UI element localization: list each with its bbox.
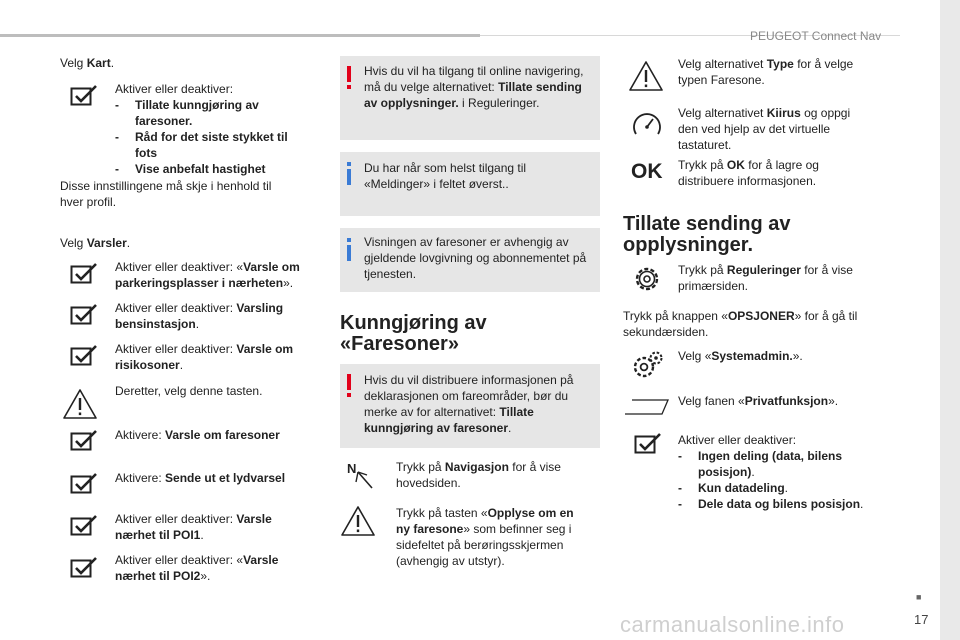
- row-bold: Varsle om parkeringsplasser i nærheten: [115, 260, 300, 290]
- kart-intro: Aktiver eller deaktiver:: [115, 82, 234, 96]
- r2-pre: Velg alternativet: [678, 106, 767, 120]
- kart-item-3-label: Vise anbefalt hastighet: [135, 162, 266, 176]
- r1-bold: Type: [766, 57, 794, 71]
- varsler-row-7: [115, 511, 295, 543]
- r5-pre: Velg «: [678, 349, 712, 363]
- row-post: ».: [283, 276, 294, 290]
- row-pre: Aktiver eller deaktiver:: [115, 342, 237, 356]
- checkbox-icon: [70, 556, 98, 580]
- right-edge-bar: [940, 0, 960, 640]
- warning-icon: [62, 388, 98, 420]
- checkbox-icon: [70, 344, 98, 368]
- varsler-row-4: [115, 383, 305, 399]
- velg-kart-post: .: [110, 56, 115, 70]
- row-bold: Varsle nærhet til POI2: [115, 553, 279, 583]
- privacy-item-1: [678, 448, 888, 480]
- svg-text:N: N: [347, 461, 357, 476]
- r5-post: ».: [792, 349, 803, 363]
- row-pre: Deretter, velg denne tasten.: [115, 384, 263, 398]
- r2-post: og oppgi den ved hjelp av det virtuelle tastaturet.: [678, 106, 851, 152]
- note1-text: [364, 63, 592, 111]
- row-bold: Varsle om faresoner: [165, 428, 280, 442]
- privacy-item-2-post: .: [784, 481, 789, 495]
- varsler-row-3: [115, 341, 305, 373]
- ok-icon: OK: [631, 160, 663, 183]
- privacy-item-3: [678, 496, 888, 512]
- r2-bold: Kiirus: [766, 106, 801, 120]
- note1-pre: Hvis du vil ha tilgang til online navigering, må du velge alternativet:: [364, 64, 584, 94]
- info-icon: [344, 162, 354, 186]
- note2-text: Du har når som helst tilgang til «Meldinger» i feltet øverst..: [364, 161, 527, 191]
- privacy-item-2: [678, 480, 888, 496]
- velg-varsler-post: .: [126, 236, 131, 250]
- note1-bold: Tillate sending av opplysninger.: [364, 80, 582, 110]
- varsler-row-6: [115, 470, 310, 486]
- varsler-row-8: [115, 552, 300, 584]
- privacy-item-1-post: .: [751, 465, 755, 479]
- step2-post: » som befinner seg i sidefeltet på berøringsskjermen (avhengig av utstyr).: [396, 522, 572, 568]
- note4-post: .: [508, 421, 512, 435]
- page-dot: ■: [916, 592, 922, 602]
- kart-note: Disse innstillingene må skje i henhold til hver profil.: [60, 179, 272, 209]
- note-box-distribute: [340, 364, 600, 448]
- velg-varsler-bold: Varsler: [86, 236, 127, 250]
- warning-icon: [628, 60, 664, 92]
- privacy-intro: Aktiver eller deaktiver:: [678, 433, 797, 447]
- kart-item-2: [115, 129, 305, 161]
- heading-faresoner: Kunngjøring av «Faresoner»: [340, 312, 487, 355]
- row-bold: Varsle nærhet til POI1: [115, 512, 272, 542]
- note-box-online-nav: [340, 56, 600, 140]
- checkbox-icon: [634, 432, 662, 456]
- velg-kart-pre: Velg: [60, 56, 87, 70]
- c3-type: [678, 56, 868, 88]
- navigation-north-icon: [342, 460, 376, 490]
- c3-privatfunksjon: [678, 393, 868, 409]
- checkbox-icon: [70, 303, 98, 327]
- privacy-list: [678, 448, 888, 512]
- row-bold: Varsle om risikosoner: [115, 342, 294, 372]
- r6-pre: Velg fanen «: [678, 394, 745, 408]
- varsler-row-2: [115, 300, 300, 332]
- heading-tillate: Tillate sending av opplysninger.: [623, 213, 791, 256]
- step1-bold: Navigasjon: [444, 460, 509, 474]
- r4-pre: Trykk på: [678, 263, 727, 277]
- row-bold: Varsling bensinstasjon: [115, 301, 284, 331]
- note3-text: Visningen av faresoner er avhengig av gjeldende lovgivning og abonnementet på tjenesten.: [364, 235, 587, 281]
- row-post: .: [200, 528, 204, 542]
- warning-icon: [340, 505, 376, 537]
- note4-bold: Tillate kunngjøring av faresoner: [364, 405, 534, 435]
- kart-item-3: [115, 161, 305, 177]
- note-box-messages: [340, 152, 600, 216]
- kart-list: [115, 97, 305, 177]
- checkbox-icon: [70, 429, 98, 453]
- step2-bold: Opplyse om en ny faresone: [396, 506, 574, 536]
- privacy-item-3-post: .: [860, 497, 864, 511]
- r3-post: for å lagre og distribuere informasjonen.: [678, 158, 819, 188]
- r4-post: for å vise primærsiden.: [678, 263, 853, 293]
- kart-item-2-label: Råd for det siste stykket til fots: [135, 130, 288, 160]
- checkbox-icon: [70, 262, 98, 286]
- checkbox-icon: [70, 84, 98, 108]
- r3-pre: Trykk på: [678, 158, 727, 172]
- c3-privacy-block: [678, 432, 888, 512]
- varsler-row-1: [115, 259, 310, 291]
- p-bold: OPSJONER: [727, 309, 795, 323]
- row-bold: Sende ut et lydvarsel: [165, 471, 286, 485]
- gears-icon: [632, 350, 664, 380]
- r5-bold: Systemadmin.: [711, 349, 793, 363]
- note4-text: [364, 372, 576, 436]
- r6-bold: Privatfunksjon: [744, 394, 829, 408]
- c3-reguleringer: [678, 262, 868, 294]
- row-post: ».: [200, 569, 211, 583]
- tab-icon: [624, 398, 670, 416]
- velg-kart: [60, 55, 114, 71]
- header-rule: [0, 34, 480, 37]
- header-title: PEUGEOT Connect Nav: [750, 29, 882, 43]
- step-navigation: [396, 459, 596, 491]
- c3-kiirus: [678, 105, 868, 153]
- row-post: .: [195, 317, 200, 331]
- row-post: .: [179, 358, 184, 372]
- velg-varsler: [60, 235, 130, 251]
- kart-item-1-label: Tillate kunngjøring av faresoner: [135, 98, 259, 128]
- privacy-item-3-label: Dele data og bilens posisjon: [698, 497, 861, 511]
- step-new-zone: [396, 505, 586, 569]
- exclamation-icon: [344, 66, 354, 90]
- r3-bold: OK: [726, 158, 745, 172]
- r6-post: ».: [828, 394, 839, 408]
- exclamation-icon: [344, 374, 354, 398]
- note-box-legislation: [340, 228, 600, 292]
- step1-pre: Trykk på: [396, 460, 445, 474]
- note1-post: i Reguleringer.: [458, 96, 540, 110]
- row-pre: Aktiver eller deaktiver:: [115, 512, 237, 526]
- checkbox-icon: [70, 514, 98, 538]
- page-number: 17: [914, 612, 929, 627]
- row-pre: Aktiver eller deaktiver: «: [115, 260, 244, 274]
- step2-pre: Trykk på tasten «: [396, 506, 488, 520]
- watermark: carmanualsonline.info: [620, 612, 845, 637]
- privacy-item-2-label: Kun datadeling: [698, 481, 785, 495]
- r4-bold: Reguleringer: [726, 263, 801, 277]
- kart-item-1: - Tillate kunngjøring av faresoner.: [115, 97, 305, 129]
- privacy-item-1-label: Ingen deling (data, bilens posisjon): [698, 449, 843, 479]
- r1-pre: Velg alternativet: [678, 57, 767, 71]
- row-pre: Aktivere:: [115, 471, 166, 485]
- row-pre: Aktiver eller deaktiver: «: [115, 553, 244, 567]
- step1-post: for å vise hovedsiden.: [396, 460, 561, 490]
- p-pre: Trykk på knappen «: [623, 309, 728, 323]
- note4-pre: Hvis du vil distribuere informasjonen på deklarasjonen om fareområder, bør du merke av for alternativet:: [364, 373, 574, 419]
- c3-ok: [678, 157, 868, 189]
- varsler-row-5: [115, 427, 310, 443]
- velg-varsler-pre: Velg: [60, 236, 87, 250]
- checkbox-icon: [70, 472, 98, 496]
- info-icon: [344, 238, 354, 262]
- row-pre: Aktiver eller deaktiver:: [115, 301, 237, 315]
- speedometer-icon: [631, 110, 663, 140]
- p-post: » for å gå til sekundærsiden.: [623, 309, 858, 339]
- r1-post: for å velge typen Faresone.: [678, 57, 854, 87]
- velg-kart-bold: Kart: [86, 56, 111, 70]
- row-pre: Aktivere:: [115, 428, 166, 442]
- c3-opsjoner: [623, 308, 883, 340]
- gear-icon: [632, 264, 662, 294]
- kart-block: [115, 81, 305, 177]
- c3-systemadmin: [678, 348, 868, 364]
